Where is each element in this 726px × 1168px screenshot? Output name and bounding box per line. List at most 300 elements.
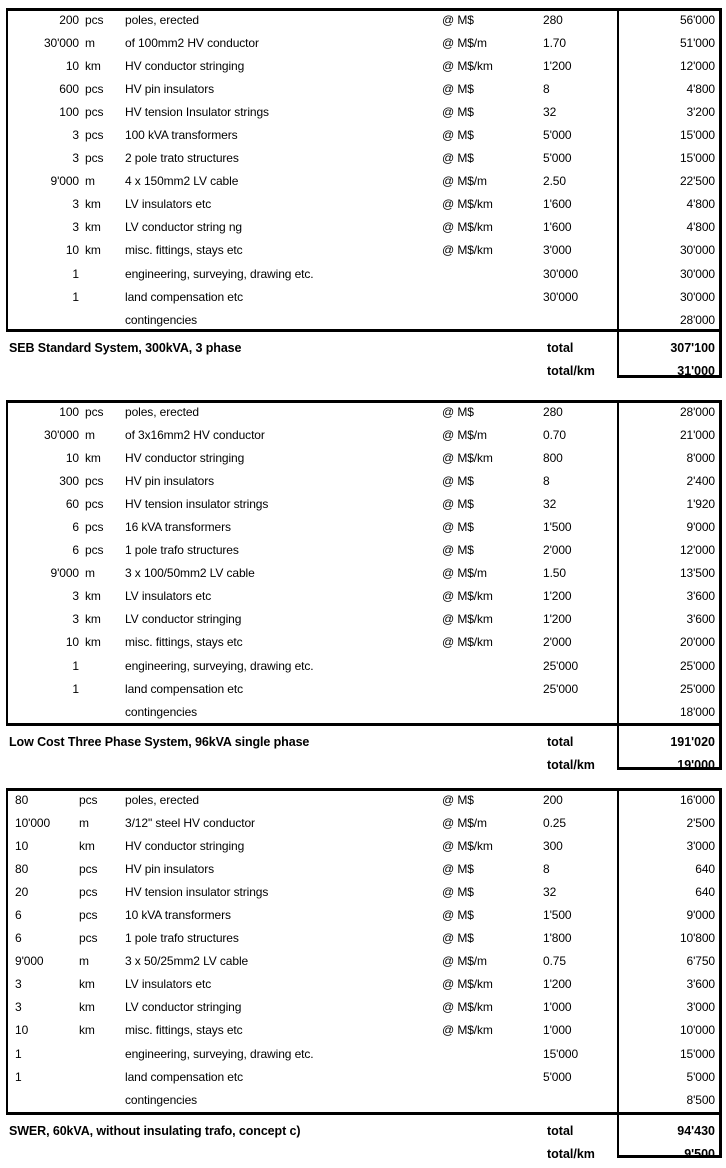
rate-cell: 32: [543, 496, 557, 511]
desc-cell: HV pin insulators: [125, 81, 215, 96]
total-cell: 30'000: [679, 289, 715, 304]
qty-cell: 10: [15, 1023, 29, 1038]
table-row: [6, 239, 722, 262]
qty-cell: 3: [72, 612, 79, 627]
rate-label-cell: @ M$/km: [442, 1000, 493, 1015]
table-row: [6, 631, 722, 654]
desc-cell: 3 x 100/50mm2 LV cable: [125, 566, 255, 581]
unit-cell: m: [85, 427, 95, 442]
desc-cell: HV pin insulators: [125, 473, 215, 488]
total-cell: 10'800: [679, 931, 715, 946]
qty-cell: 200: [59, 12, 79, 27]
desc-cell: HV tension Insulator strings: [125, 104, 269, 119]
total-row: [6, 730, 722, 754]
desc-cell: 4 x 150mm2 LV cable: [125, 174, 239, 189]
total-cell: 2'500: [686, 815, 715, 830]
total-cell: 15'000: [679, 1046, 715, 1061]
rate-label-cell: @ M$/km: [442, 220, 493, 235]
rate-cell: 280: [543, 404, 563, 419]
table-row: [6, 834, 722, 857]
total-cell: 2'400: [686, 473, 715, 488]
table-row: [6, 492, 722, 515]
rate-label-cell: @ M$: [442, 520, 474, 535]
table-footer: [6, 336, 722, 383]
desc-cell: LV insulators etc: [125, 197, 212, 212]
desc-cell: 3/12" steel HV conductor: [125, 815, 255, 830]
total-km-label: total/km: [547, 364, 595, 379]
qty-cell: 3: [15, 977, 22, 992]
rate-cell: 1'200: [543, 612, 572, 627]
table-rows: [6, 400, 722, 723]
unit-cell: pcs: [79, 792, 98, 807]
unit-cell: pcs: [85, 520, 104, 535]
rate-cell: 2'000: [543, 635, 572, 650]
qty-cell: 10: [65, 243, 79, 258]
unit-cell: m: [79, 954, 89, 969]
qty-cell: 6: [15, 908, 22, 923]
total-km-value: 9'500: [684, 1147, 715, 1162]
unit-cell: km: [85, 220, 101, 235]
qty-cell: 1: [72, 658, 79, 673]
rate-label-cell: @ M$: [442, 884, 474, 899]
total-cell: 28'000: [679, 404, 715, 419]
system-title: Low Cost Three Phase System, 96kVA single phase: [9, 734, 310, 749]
unit-cell: pcs: [79, 908, 98, 923]
total-label: total: [547, 340, 574, 355]
qty-cell: 1: [72, 289, 79, 304]
total-cell: 6'750: [686, 954, 715, 969]
desc-cell: 3 x 50/25mm2 LV cable: [125, 954, 249, 969]
rate-cell: 8: [543, 473, 550, 488]
qty-cell: 30'000: [43, 427, 79, 442]
qty-cell: 6: [72, 520, 79, 535]
rate-cell: 3'000: [543, 243, 572, 258]
qty-cell: 100: [59, 104, 79, 119]
rate-label-cell: @ M$: [442, 12, 474, 27]
table-row: [6, 903, 722, 926]
rate-cell: 30'000: [543, 266, 579, 281]
table-row: [6, 562, 722, 585]
desc-cell: misc. fittings, stays etc: [125, 1023, 243, 1038]
qty-cell: 9'000: [50, 566, 79, 581]
table-row: [6, 880, 722, 903]
desc-cell: HV tension insulator strings: [125, 496, 269, 511]
rate-label-cell: @ M$: [442, 473, 474, 488]
total-km-label: total/km: [547, 1147, 595, 1162]
desc-cell: of 100mm2 HV conductor: [125, 35, 259, 50]
rate-cell: 800: [543, 450, 563, 465]
rate-cell: 30'000: [543, 289, 579, 304]
rate-cell: 1'500: [543, 908, 572, 923]
desc-cell: of 3x16mm2 HV conductor: [125, 427, 265, 442]
rate-cell: 1'000: [543, 1023, 572, 1038]
rate-label-cell: @ M$: [442, 81, 474, 96]
total-cell: 4'800: [686, 220, 715, 235]
desc-cell: engineering, surveying, drawing etc.: [125, 658, 314, 673]
rate-cell: 25'000: [543, 681, 579, 696]
table-row: [6, 469, 722, 492]
desc-cell: poles, erected: [125, 792, 199, 807]
qty-cell: 1: [72, 266, 79, 281]
desc-cell: engineering, surveying, drawing etc.: [125, 266, 314, 281]
unit-cell: km: [85, 58, 101, 73]
qty-cell: 30'000: [43, 35, 79, 50]
total-per-km-row: [6, 754, 722, 778]
total-cell: 28'000: [679, 312, 715, 327]
total-cell: 4'800: [686, 197, 715, 212]
rate-cell: 1.70: [543, 35, 566, 50]
rate-label-cell: @ M$: [442, 404, 474, 419]
total-cell: 16'000: [679, 792, 715, 807]
rate-cell: 200: [543, 792, 563, 807]
total-cell: 15'000: [679, 128, 715, 143]
unit-cell: km: [85, 197, 101, 212]
total-row: [6, 336, 722, 360]
rate-cell: 1'500: [543, 520, 572, 535]
table-row: [6, 147, 722, 170]
qty-cell: 6: [15, 931, 22, 946]
rate-cell: 0.75: [543, 954, 566, 969]
table-row: [6, 1042, 722, 1065]
total-cell: 30'000: [679, 266, 715, 281]
total-cell: 3'200: [686, 104, 715, 119]
table-row: [6, 857, 722, 880]
table-row: [6, 123, 722, 146]
qty-cell: 20: [15, 884, 29, 899]
qty-cell: 100: [59, 404, 79, 419]
table-row: [6, 193, 722, 216]
table-row: [6, 54, 722, 77]
rate-cell: 5'000: [543, 151, 572, 166]
table-row: [6, 950, 722, 973]
total-cell: 21'000: [679, 427, 715, 442]
qty-cell: 300: [59, 473, 79, 488]
total-cell: 8'500: [686, 1092, 715, 1107]
total-cell: 30'000: [679, 243, 715, 258]
desc-cell: 1 pole trafo structures: [125, 931, 239, 946]
qty-cell: 3: [72, 128, 79, 143]
total-cell: 10'000: [679, 1023, 715, 1038]
unit-cell: pcs: [85, 404, 104, 419]
table-row: [6, 1088, 722, 1111]
table-row: [6, 285, 722, 308]
rate-cell: 280: [543, 12, 563, 27]
table-row: [6, 585, 722, 608]
total-cell: 25'000: [679, 681, 715, 696]
table-row: [6, 927, 722, 950]
rate-label-cell: @ M$: [442, 861, 474, 876]
unit-cell: km: [85, 450, 101, 465]
qty-cell: 60: [65, 496, 79, 511]
total-cell: 4'800: [686, 81, 715, 96]
total-cell: 9'000: [686, 908, 715, 923]
table-rows: [6, 788, 722, 1111]
rate-label-cell: @ M$/km: [442, 635, 493, 650]
rate-cell: 15'000: [543, 1046, 579, 1061]
qty-cell: 9'000: [15, 954, 44, 969]
rate-label-cell: @ M$/m: [442, 954, 487, 969]
total-row: [6, 1119, 722, 1143]
unit-cell: pcs: [85, 128, 104, 143]
unit-cell: m: [85, 35, 95, 50]
rate-label-cell: @ M$/m: [442, 427, 487, 442]
rate-label-cell: @ M$: [442, 496, 474, 511]
desc-cell: HV pin insulators: [125, 861, 215, 876]
unit-cell: km: [79, 838, 95, 853]
table-rows: [6, 8, 722, 331]
rate-cell: 1'200: [543, 977, 572, 992]
desc-cell: HV conductor stringing: [125, 838, 245, 853]
rate-label-cell: @ M$: [442, 151, 474, 166]
rate-label-cell: @ M$/km: [442, 243, 493, 258]
desc-cell: 2 pole trato structures: [125, 151, 239, 166]
total-cell: 5'000: [686, 1069, 715, 1084]
cost-table-low-cost-three-phase: [6, 400, 722, 773]
unit-cell: km: [79, 1023, 95, 1038]
rate-label-cell: @ M$/m: [442, 815, 487, 830]
system-title: SEB Standard System, 300kVA, 3 phase: [9, 340, 242, 355]
total-cell: 9'000: [686, 520, 715, 535]
desc-cell: 10 kVA transformers: [125, 908, 231, 923]
unit-cell: km: [85, 243, 101, 258]
unit-cell: km: [79, 1000, 95, 1015]
unit-cell: km: [85, 612, 101, 627]
total-value: 94'430: [677, 1123, 715, 1138]
rate-cell: 1'000: [543, 1000, 572, 1015]
rate-label-cell: @ M$: [442, 931, 474, 946]
rate-label-cell: @ M$/km: [442, 589, 493, 604]
table-row: [6, 1019, 722, 1042]
desc-cell: land compensation etc: [125, 1069, 243, 1084]
rate-cell: 5'000: [543, 1069, 572, 1084]
table-row: [6, 811, 722, 834]
table-row: [6, 677, 722, 700]
desc-cell: LV conductor string ng: [125, 220, 242, 235]
unit-cell: pcs: [85, 473, 104, 488]
total-cell: 3'600: [686, 977, 715, 992]
total-cell: 12'000: [679, 58, 715, 73]
total-value: 307'100: [670, 340, 715, 355]
total-cell: 22'500: [679, 174, 715, 189]
desc-cell: 1 pole trafo structures: [125, 543, 239, 558]
table-row: [6, 262, 722, 285]
table-row: [6, 996, 722, 1019]
total-cell: 640: [695, 861, 715, 876]
desc-cell: HV conductor stringing: [125, 58, 245, 73]
total-cell: 12'000: [679, 543, 715, 558]
rate-cell: 8: [543, 861, 550, 876]
rate-cell: 2.50: [543, 174, 566, 189]
qty-cell: 80: [15, 792, 29, 807]
unit-cell: pcs: [85, 151, 104, 166]
desc-cell: 100 kVA transformers: [125, 128, 238, 143]
qty-cell: 80: [15, 861, 29, 876]
rate-cell: 0.70: [543, 427, 566, 442]
total-cell: 18'000: [679, 704, 715, 719]
qty-cell: 1: [15, 1069, 22, 1084]
rate-cell: 1'200: [543, 58, 572, 73]
total-cell: 25'000: [679, 658, 715, 673]
desc-cell: LV conductor stringing: [125, 612, 242, 627]
unit-cell: pcs: [85, 496, 104, 511]
total-km-value: 31'000: [677, 364, 715, 379]
table-row: [6, 170, 722, 193]
unit-cell: pcs: [85, 12, 104, 27]
rate-label-cell: @ M$/km: [442, 1023, 493, 1038]
rate-cell: 1'800: [543, 931, 572, 946]
qty-cell: 1: [72, 681, 79, 696]
table-row: [6, 654, 722, 677]
total-cell: 8'000: [686, 450, 715, 465]
qty-cell: 3: [72, 151, 79, 166]
table-row: [6, 77, 722, 100]
total-value: 191'020: [670, 734, 715, 749]
table-row: [6, 446, 722, 469]
unit-cell: pcs: [85, 104, 104, 119]
rate-cell: 5'000: [543, 128, 572, 143]
rate-label-cell: @ M$/m: [442, 174, 487, 189]
unit-cell: pcs: [85, 543, 104, 558]
qty-cell: 3: [72, 197, 79, 212]
table-row: [6, 788, 722, 811]
unit-cell: km: [79, 977, 95, 992]
unit-cell: km: [85, 589, 101, 604]
rate-cell: 300: [543, 838, 563, 853]
desc-cell: HV tension insulator strings: [125, 884, 269, 899]
rate-label-cell: @ M$: [442, 543, 474, 558]
total-cell: 51'000: [679, 35, 715, 50]
qty-cell: 3: [72, 589, 79, 604]
total-cell: 3'600: [686, 612, 715, 627]
total-cell: 3'000: [686, 838, 715, 853]
table-row: [6, 539, 722, 562]
qty-cell: 10: [65, 450, 79, 465]
unit-cell: m: [85, 174, 95, 189]
desc-cell: contingencies: [125, 1092, 198, 1107]
table-row: [6, 423, 722, 446]
total-cell: 20'000: [679, 635, 715, 650]
table-row: [6, 608, 722, 631]
total-label: total: [547, 734, 574, 749]
system-title: SWER, 60kVA, without insulating trafo, concept c): [9, 1123, 301, 1138]
table-row: [6, 1065, 722, 1088]
rate-label-cell: @ M$/m: [442, 566, 487, 581]
rate-label-cell: @ M$/km: [442, 977, 493, 992]
rate-cell: 25'000: [543, 658, 579, 673]
total-km-value: 19'000: [677, 758, 715, 773]
total-cell: 640: [695, 884, 715, 899]
rate-cell: 0.25: [543, 815, 566, 830]
qty-cell: 10: [15, 838, 29, 853]
unit-cell: m: [79, 815, 89, 830]
desc-cell: LV conductor stringing: [125, 1000, 242, 1015]
desc-cell: LV insulators etc: [125, 977, 212, 992]
total-cell: 56'000: [679, 12, 715, 27]
desc-cell: 16 kVA transformers: [125, 520, 231, 535]
qty-cell: 1: [15, 1046, 22, 1061]
qty-cell: 10: [65, 635, 79, 650]
table-row: [6, 700, 722, 723]
rate-label-cell: @ M$/m: [442, 35, 487, 50]
unit-cell: pcs: [79, 931, 98, 946]
table-row: [6, 308, 722, 331]
cost-table-seb-standard: [6, 8, 722, 378]
rate-cell: 1'600: [543, 197, 572, 212]
rate-cell: 2'000: [543, 543, 572, 558]
desc-cell: poles, erected: [125, 404, 199, 419]
table-row: [6, 515, 722, 538]
rate-label-cell: @ M$/km: [442, 58, 493, 73]
rate-label-cell: @ M$/km: [442, 197, 493, 212]
rate-label-cell: @ M$: [442, 792, 474, 807]
desc-cell: contingencies: [125, 704, 198, 719]
table-row: [6, 973, 722, 996]
table-row: [6, 8, 722, 31]
rate-label-cell: @ M$: [442, 128, 474, 143]
desc-cell: misc. fittings, stays etc: [125, 635, 243, 650]
desc-cell: land compensation etc: [125, 681, 243, 696]
total-cell: 3'000: [686, 1000, 715, 1015]
qty-cell: 10: [65, 58, 79, 73]
table-row: [6, 100, 722, 123]
rate-cell: 8: [543, 81, 550, 96]
unit-cell: km: [85, 635, 101, 650]
total-label: total: [547, 1123, 574, 1138]
table-footer: [6, 730, 722, 777]
total-per-km-row: [6, 1143, 722, 1167]
rate-label-cell: @ M$/km: [442, 838, 493, 853]
rate-label-cell: @ M$: [442, 104, 474, 119]
rate-cell: 1.50: [543, 566, 566, 581]
rate-cell: 32: [543, 884, 557, 899]
total-cell: 15'000: [679, 151, 715, 166]
scanned-document-page: [6, 8, 722, 1162]
rate-cell: 32: [543, 104, 557, 119]
desc-cell: LV insulators etc: [125, 589, 212, 604]
qty-cell: 10'000: [15, 815, 51, 830]
table-row: [6, 400, 722, 423]
desc-cell: misc. fittings, stays etc: [125, 243, 243, 258]
total-cell: 1'920: [686, 496, 715, 511]
desc-cell: land compensation etc: [125, 289, 243, 304]
qty-cell: 9'000: [50, 174, 79, 189]
rate-label-cell: @ M$/km: [442, 450, 493, 465]
table-row: [6, 31, 722, 54]
desc-cell: HV conductor stringing: [125, 450, 245, 465]
table-row: [6, 216, 722, 239]
total-per-km-row: [6, 360, 722, 384]
cost-table-swer: [6, 788, 722, 1162]
rate-cell: 1'600: [543, 220, 572, 235]
rate-cell: 1'200: [543, 589, 572, 604]
desc-cell: contingencies: [125, 312, 198, 327]
qty-cell: 600: [59, 81, 79, 96]
desc-cell: poles, erected: [125, 12, 199, 27]
total-km-label: total/km: [547, 758, 595, 773]
unit-cell: pcs: [85, 81, 104, 96]
qty-cell: 3: [15, 1000, 22, 1015]
rate-label-cell: @ M$/km: [442, 612, 493, 627]
qty-cell: 3: [72, 220, 79, 235]
table-footer: [6, 1119, 722, 1166]
unit-cell: m: [85, 566, 95, 581]
unit-cell: pcs: [79, 884, 98, 899]
total-cell: 3'600: [686, 589, 715, 604]
unit-cell: pcs: [79, 861, 98, 876]
desc-cell: engineering, surveying, drawing etc.: [125, 1046, 314, 1061]
qty-cell: 6: [72, 543, 79, 558]
rate-label-cell: @ M$: [442, 908, 474, 923]
